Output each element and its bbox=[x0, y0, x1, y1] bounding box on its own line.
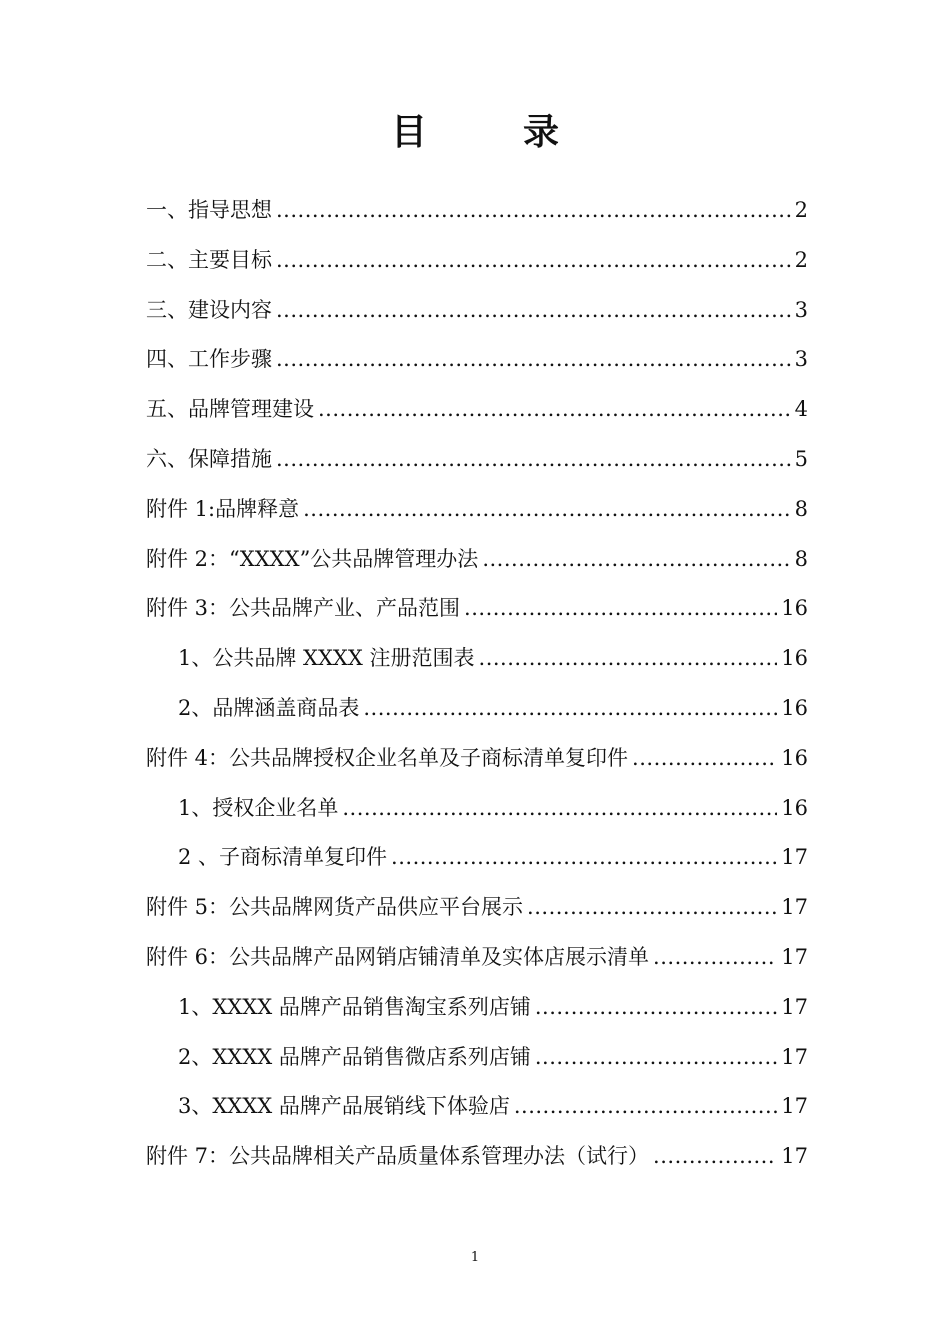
toc-leader-dots bbox=[276, 435, 791, 485]
toc-leader-dots bbox=[535, 1033, 777, 1083]
toc-page-number: 16 bbox=[781, 795, 808, 820]
toc-leader-dots bbox=[535, 983, 777, 1033]
toc-page-number: 16 bbox=[781, 745, 808, 770]
toc-leader-dots bbox=[391, 833, 777, 883]
toc-entry-13[interactable] bbox=[146, 1132, 808, 1182]
toc-leader-dots bbox=[303, 485, 791, 535]
toc-entry-text: 三、建设内容 bbox=[146, 297, 272, 322]
toc-entry-11[interactable] bbox=[146, 883, 808, 933]
toc-entry-text: 2、XXXX 品牌产品销售微店系列店铺 bbox=[178, 1044, 531, 1069]
toc-subentry-10-1[interactable] bbox=[146, 784, 808, 834]
toc-entry-text: 六、保障措施 bbox=[146, 446, 272, 471]
toc-leader-dots bbox=[479, 634, 778, 684]
toc-leader-dots bbox=[276, 286, 791, 336]
toc-entry-text: 2、品牌涵盖商品表 bbox=[178, 695, 360, 720]
toc-subentry-9-2[interactable] bbox=[146, 684, 808, 734]
toc-entry-text: 附件 1:品牌释意 bbox=[146, 496, 300, 521]
toc-entry-text: 3、XXXX 品牌产品展销线下体验店 bbox=[178, 1094, 510, 1119]
toc-entry-text: 1、授权企业名单 bbox=[178, 795, 339, 820]
toc-leader-dots bbox=[653, 1132, 777, 1182]
toc-leader-dots bbox=[632, 734, 777, 784]
toc-leader-dots bbox=[363, 684, 777, 734]
toc-entry-text: 1、XXXX 品牌产品销售淘宝系列店铺 bbox=[178, 994, 531, 1019]
toc-entry-text: 附件 5：公共品牌网货产品供应平台展示 bbox=[146, 895, 524, 920]
toc-entry-4[interactable] bbox=[146, 335, 808, 385]
toc-subentry-9-1[interactable] bbox=[146, 634, 808, 684]
toc-entry-text: 2 、子商标清单复印件 bbox=[178, 845, 388, 870]
toc-page-number: 16 bbox=[781, 646, 808, 671]
toc-leader-dots bbox=[514, 1082, 777, 1132]
toc-subentry-12-1[interactable] bbox=[146, 983, 808, 1033]
toc-entry-text: 附件 3：公共品牌产业、产品范围 bbox=[146, 596, 461, 621]
toc-entry-text: 附件 7：公共品牌相关产品质量体系管理办法（试行） bbox=[146, 1144, 650, 1169]
toc-page-number: 16 bbox=[781, 695, 808, 720]
toc-entry-text: 附件 2：“XXXX”公共品牌管理办法 bbox=[146, 546, 479, 571]
toc-page-number: 8 bbox=[794, 546, 808, 571]
table-of-contents bbox=[146, 186, 808, 1182]
toc-entry-8[interactable] bbox=[146, 535, 808, 585]
toc-page-number: 17 bbox=[781, 944, 808, 969]
toc-entry-1[interactable] bbox=[146, 186, 808, 236]
toc-page-number: 3 bbox=[794, 297, 808, 322]
toc-page-number: 17 bbox=[781, 845, 808, 870]
toc-leader-dots bbox=[527, 883, 777, 933]
toc-entry-2[interactable] bbox=[146, 236, 808, 286]
toc-leader-dots bbox=[653, 933, 777, 983]
toc-entry-text: 附件 6：公共品牌产品网销店铺清单及实体店展示清单 bbox=[146, 944, 650, 969]
toc-entry-10[interactable] bbox=[146, 734, 808, 784]
toc-leader-dots bbox=[464, 584, 777, 634]
toc-entry-9[interactable] bbox=[146, 584, 808, 634]
toc-page-number: 5 bbox=[794, 446, 808, 471]
toc-page-number: 17 bbox=[781, 1044, 808, 1069]
toc-page-number: 4 bbox=[794, 397, 808, 422]
toc-subentry-12-2[interactable] bbox=[146, 1033, 808, 1083]
toc-leader-dots bbox=[276, 186, 791, 236]
toc-page-number: 8 bbox=[794, 496, 808, 521]
toc-entry-text: 附件 4：公共品牌授权企业名单及子商标清单复印件 bbox=[146, 745, 629, 770]
toc-page-number: 2 bbox=[794, 198, 808, 222]
toc-entry-text: 五、品牌管理建设 bbox=[146, 397, 314, 422]
toc-subentry-12-3[interactable] bbox=[146, 1082, 808, 1132]
toc-page-number: 17 bbox=[781, 895, 808, 920]
page-number: 1 bbox=[470, 1250, 480, 1265]
toc-leader-dots bbox=[276, 335, 791, 385]
toc-entry-5[interactable] bbox=[146, 385, 808, 435]
toc-entry-text: 二、主要目标 bbox=[146, 247, 272, 272]
toc-page-number: 17 bbox=[781, 994, 808, 1019]
toc-leader-dots bbox=[482, 535, 790, 585]
page-title: 目 录 bbox=[390, 112, 589, 153]
toc-leader-dots bbox=[342, 784, 777, 834]
toc-page-number: 16 bbox=[781, 596, 808, 621]
toc-leader-dots bbox=[276, 236, 791, 286]
toc-entry-text: 四、工作步骤 bbox=[146, 347, 272, 372]
toc-entry-text: 一、指导思想 bbox=[146, 198, 272, 222]
toc-entry-12[interactable] bbox=[146, 933, 808, 983]
toc-entry-3[interactable] bbox=[146, 286, 808, 336]
toc-leader-dots bbox=[318, 385, 791, 435]
toc-page-number: 3 bbox=[794, 347, 808, 372]
toc-entry-7[interactable] bbox=[146, 485, 808, 535]
toc-page-number: 17 bbox=[781, 1094, 808, 1119]
toc-entry-text: 1、公共品牌 XXXX 注册范围表 bbox=[178, 646, 475, 671]
toc-page-number: 17 bbox=[781, 1144, 808, 1169]
toc-page-number: 2 bbox=[794, 247, 808, 272]
toc-subentry-10-2[interactable] bbox=[146, 833, 808, 883]
toc-entry-6[interactable] bbox=[146, 435, 808, 485]
